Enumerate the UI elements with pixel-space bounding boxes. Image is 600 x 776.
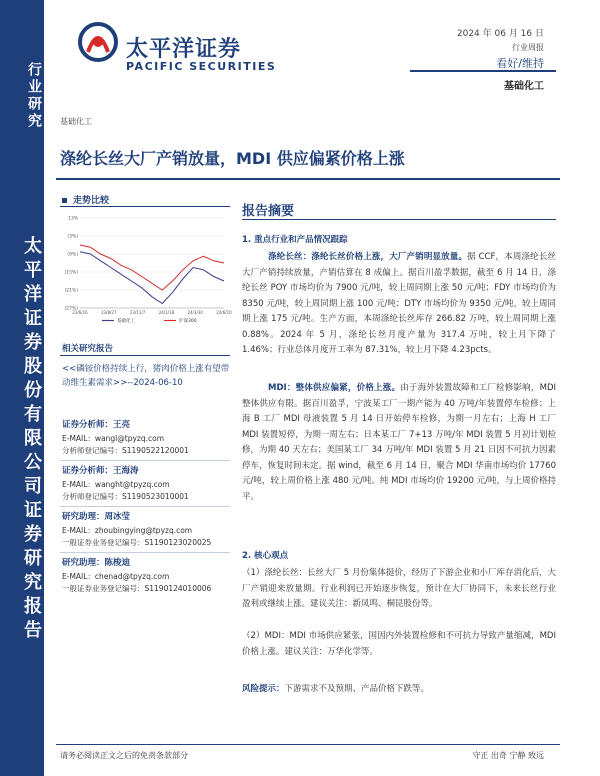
related-divider	[60, 355, 230, 356]
trend-heading: 走势比较	[62, 193, 109, 206]
header-divider	[410, 70, 556, 72]
y-tick-label: (21%)	[64, 288, 78, 294]
section-1-heading: 1. 重点行业和产品情况跟踪	[242, 235, 348, 245]
y-tick-label: (3%)	[67, 234, 78, 240]
y-tick-label: (27%)	[64, 306, 78, 312]
paragraph-highlight: MDI：整体供应偏紧，价格上涨。	[268, 383, 401, 393]
paragraph-polyester	[242, 250, 556, 359]
paragraph-body: 由于海外装置故障和工厂检修影响，MDI 整体供应有限。据百川盈孚，宁波某工厂一期产能为 40 万吨/年装置停车检修；上海 B 工厂 MDI 母液装置 5 月 14 日开始停车检修，为期一月左右；上海 H 工厂 MDI 装置短停，为期一周左右；日本某工厂 7+13 万吨/年 MDI 装置 5 月初计划检修，为期 40 天左右；美国某工厂 34 万吨/年 MDI 装置 5 月 21 日因不可抗力因素停车，恢复时间未定。据 wind，截至 6 月 14 日，聚合 MDI 华南市场均价 17760 元/吨，较上周价格上涨 480 元/吨。纯 MDI 市场均价 19200 元/吨，与上周价格持平。	[242, 383, 557, 502]
analyst-name: 研究助理：陈梭迪	[62, 558, 131, 568]
page-title: 涤纶长丝大厂产销放量，MDI 供应偏紧价格上涨	[60, 149, 405, 168]
related-report-link[interactable]: <<磷铵价格持续上行，猪肉价格上涨有望带动维生素需求>>--2024-06-10	[62, 364, 230, 388]
paragraph-body: 据 CCF，本周涤纶长丝大厂产销持续放量，产销估算在 8 成偏上。据百川盈孚数据，截至 6 月 14 日，涤纶长丝 POY 市场均价为 7900 元/吨，较上周同期上涨 50 元/吨；FDY 市场均价为 8350 元/吨，较上周同期上涨 100 元/吨；DTY 市场均价为 9350 元/吨，较上周同期上涨 175 元/吨。生产方面，本周涤纶长丝库存 266.82 万吨，较上周同期上涨 0.88%。2024 年 5 月，涤纶长丝月度产量为 317.4 万吨，较上月下降了 1.46%；行业总体月度开工率为 87.31%，较上月下降 4.23pcts。	[242, 252, 556, 355]
x-tick-label: 24/1/18	[158, 310, 175, 315]
report-type: 行业周报	[512, 43, 544, 52]
brand-logo-icon	[78, 22, 118, 62]
analyst-license: 一般证券业务登记编号：S1190123020025	[62, 538, 212, 547]
risk-label: 风险提示：	[242, 684, 285, 694]
y-tick-label: (9%)	[67, 252, 78, 258]
analyst-divider	[60, 552, 230, 553]
x-tick-label: 23/6/16	[72, 310, 88, 315]
brand-name-en: PACIFIC SECURITIES	[126, 60, 277, 73]
paragraph-view-2: （2）MDI：MDI 市场供应紧张，国因内外装置检修和不可抗力导致产量缩减，MDI 价格上涨。建议关注：万华化学等。	[242, 631, 556, 657]
analyst-block-3	[62, 510, 232, 549]
x-tick-label: 23/8/27	[101, 310, 117, 315]
section-2-heading: 2. 核心观点	[242, 551, 289, 561]
related-heading: 相关研究报告	[62, 344, 114, 354]
analyst-divider	[60, 460, 230, 461]
x-tick-label: 24/6/10	[216, 310, 232, 315]
paragraph-mdi	[242, 381, 556, 505]
risk-body: 下游需求不及预期、产品价格下跌等。	[284, 684, 430, 694]
x-tick-label: 24/3/30	[187, 310, 203, 315]
analyst-name: 证券分析师：王亮	[62, 420, 131, 430]
analyst-block-4	[62, 556, 232, 595]
report-date: 2024 年 06 月 16 日	[456, 29, 544, 39]
analyst-license: 一般证券业务登记编号：S1190124010006	[62, 584, 212, 593]
analyst-name: 研究助理：周冰莹	[62, 512, 131, 522]
analyst-email[interactable]: E-MAIL：zhoubingying@tpyzq.com	[62, 526, 193, 535]
risk-warning	[242, 682, 556, 698]
industry-name: 基础化工	[504, 81, 544, 92]
legend-label: 沪深300	[179, 319, 197, 324]
y-tick-label: 13%	[67, 216, 78, 222]
series-line-1	[80, 252, 224, 304]
industry-rating: 看好/维持	[496, 57, 544, 70]
analyst-name: 证券分析师：王海涛	[62, 466, 139, 476]
analyst-license: 分析师登记编号：S1190522120001	[62, 446, 189, 455]
abstract-divider	[242, 219, 556, 220]
analyst-email[interactable]: E-MAIL：wanght@tpyzq.com	[62, 480, 170, 489]
footer-disclaimer: 请务必阅读正文之后的免责条款部分	[60, 751, 188, 760]
legend-label: 基础化工	[117, 319, 135, 324]
paragraph-highlight: 涤纶长丝：涤纶长丝价格上涨，大厂产销明显放量。	[268, 252, 468, 262]
footer-motto: 守正 出奇 宁静 致远	[472, 751, 544, 760]
footer-divider	[56, 744, 560, 745]
analyst-divider	[60, 506, 230, 507]
analyst-block-2	[62, 464, 232, 503]
brand-name-cn: 太平洋证券	[126, 37, 242, 62]
paragraph-view-1: （1）涤纶长丝：长丝大厂 5 月份集体挺价，经历了下游企业和小厂库存消化后，大厂产销迎来放量期。行业利润已开始逐步恢复，预计在大厂协同下，未来长丝行业盈利或继续上涨。建议关注：新凤鸣、桐昆股份等。	[242, 568, 556, 609]
trend-divider	[60, 206, 230, 207]
square-bullet-icon	[62, 198, 67, 203]
trend-chart	[62, 212, 230, 328]
x-tick-label: 23/11/7	[129, 310, 146, 315]
breadcrumb: 基础化工	[60, 117, 92, 126]
side-label-top: 行业研究	[26, 62, 42, 130]
analyst-block-1	[62, 418, 232, 457]
abstract-heading: 报告摘要	[242, 204, 295, 219]
side-label-bottom: 太平洋证券股份有限公司证券研究报告	[21, 236, 42, 644]
analyst-license: 分析师登记编号：S1190523010001	[62, 492, 189, 501]
y-tick-label: (15%)	[64, 270, 78, 276]
series-line-2	[80, 245, 224, 290]
title-divider	[56, 178, 560, 180]
analyst-email[interactable]: E-MAIL：wangl@tpyzq.com	[62, 434, 165, 443]
analyst-email[interactable]: E-MAIL：chenad@tpyzq.com	[62, 572, 170, 581]
